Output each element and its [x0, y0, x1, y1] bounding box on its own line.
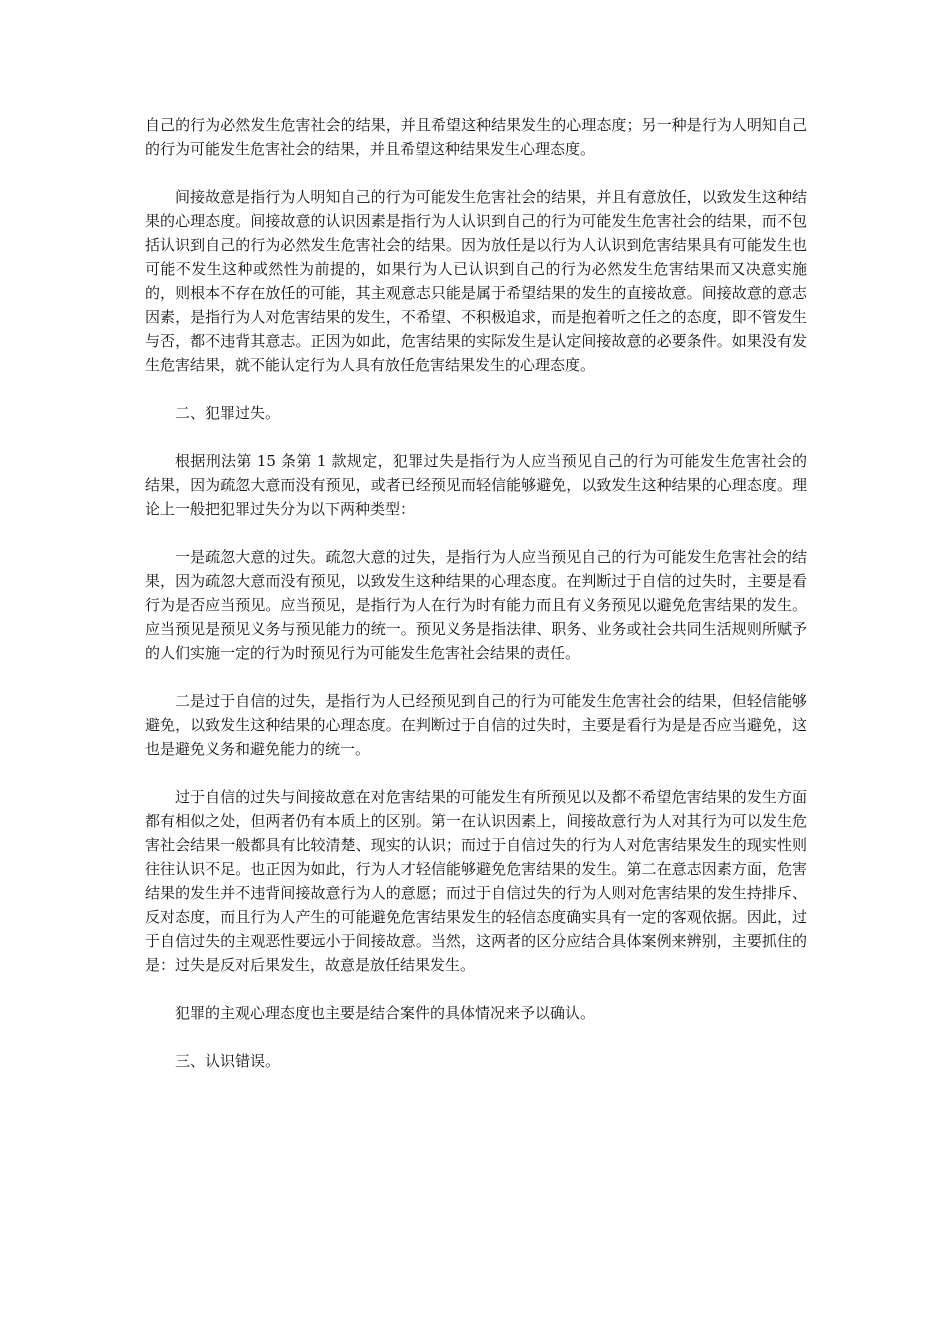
- document-body: [145, 113, 807, 1097]
- section-heading-mistake: 三、认识错误。: [175, 1052, 281, 1070]
- paragraph-indirect-intent: 间接故意是指行为人明知自己的行为可能发生危害社会的结果，并且有意放任，以致发生这种结果的心理态度。间接故意的认识因素是指行为人认识到自己的行为可能发生危害社会的结果，而不包括认识到自己的行为必然发生危害社会的结果。因为放任是以行为人认识到危害结果具有可能发生也可能不发生这种或然性为前提的，如果行为人已认识到自己的行为必然发生危害结果而又决意实施的，则根本不存在放任的可能，其主观意志只能是属于希望结果的发生的直接故意。间接故意的意志因素，是指行为人对危害结果的发生，不希望、不积极追求，而是抱着听之任之的态度，即不管发生与否，都不违背其意志。正因为如此，危害结果的实际发生是认定间接故意的必要条件。如果没有发生危害结果，就不能认定行为人具有放任危害结果发生的心理态度。: [145, 188, 807, 374]
- paragraph-direct-intent-continued: 自己的行为必然发生危害社会的结果，并且希望这种结果发生的心理态度；另一种是行为人明知自己的行为可能发生危害社会的结果，并且希望这种结果发生心理态度。: [145, 116, 807, 158]
- paragraph-overconfident-negligence: 二是过于自信的过失，是指行为人已经预见到自己的行为可能发生危害社会的结果，但轻信能够避免，以致发生这种结果的心理态度。在判断过于自信的过失时，主要是看行为是是否应当避免，这也是避免义务和避免能力的统一。: [145, 692, 807, 758]
- section-heading-negligence: 二、犯罪过失。: [175, 404, 281, 422]
- paragraph-comparison: 过于自信的过失与间接故意在对危害结果的可能发生有所预见以及都不希望危害结果的发生方面都有相似之处，但两者仍有本质上的区别。第一在认识因素上，间接故意行为人对其行为可以发生危害社会结果一般都具有比较清楚、现实的认识；而过于自信过失的行为人对危害结果发生的现实性则往往认识不足。也正因为如此，行为人才轻信能够避免危害结果的发生。第二在意志因素方面，危害结果的发生并不违背间接故意行为人的意愿；而过于自信过失的行为人则对危害结果的发生持排斥、反对态度，而且行为人产生的可能避免危害结果发生的轻信态度确实具有一定的客观依据。因此，过于自信过失的主观恶性要远小于间接故意。当然，这两者的区分应结合具体案例来辨别，主要抓住的是：过失是反对后果发生，故意是放任结果发生。: [145, 788, 807, 974]
- paragraph-negligence-definition: 根据刑法第 15 条第 1 款规定，犯罪过失是指行为人应当预见自己的行为可能发生危害社会的结果，因为疏忽大意而没有预见，或者已经预见而轻信能够避免，以致发生这种结果的心理态度。理论上一般把犯罪过失分为以下两种类型：: [145, 452, 807, 518]
- paragraph-subjective-attitude: 犯罪的主观心理态度也主要是结合案件的具体情况来予以确认。: [175, 1004, 596, 1022]
- paragraph-careless-negligence: 一是疏忽大意的过失。疏忽大意的过失，是指行为人应当预见自己的行为可能发生危害社会的结果，因为疏忽大意而没有预见，以致发生这种结果的心理态度。在判断过于自信的过失时，主要是看行为是否应当预见。应当预见，是指行为人在行为时有能力而且有义务预见以避免危害结果的发生。应当预见是预见义务与预见能力的统一。预见义务是指法律、职务、业务或社会共同生活规则所赋予的人们实施一定的行为时预见行为可能发生危害社会结果的责任。: [145, 548, 807, 662]
